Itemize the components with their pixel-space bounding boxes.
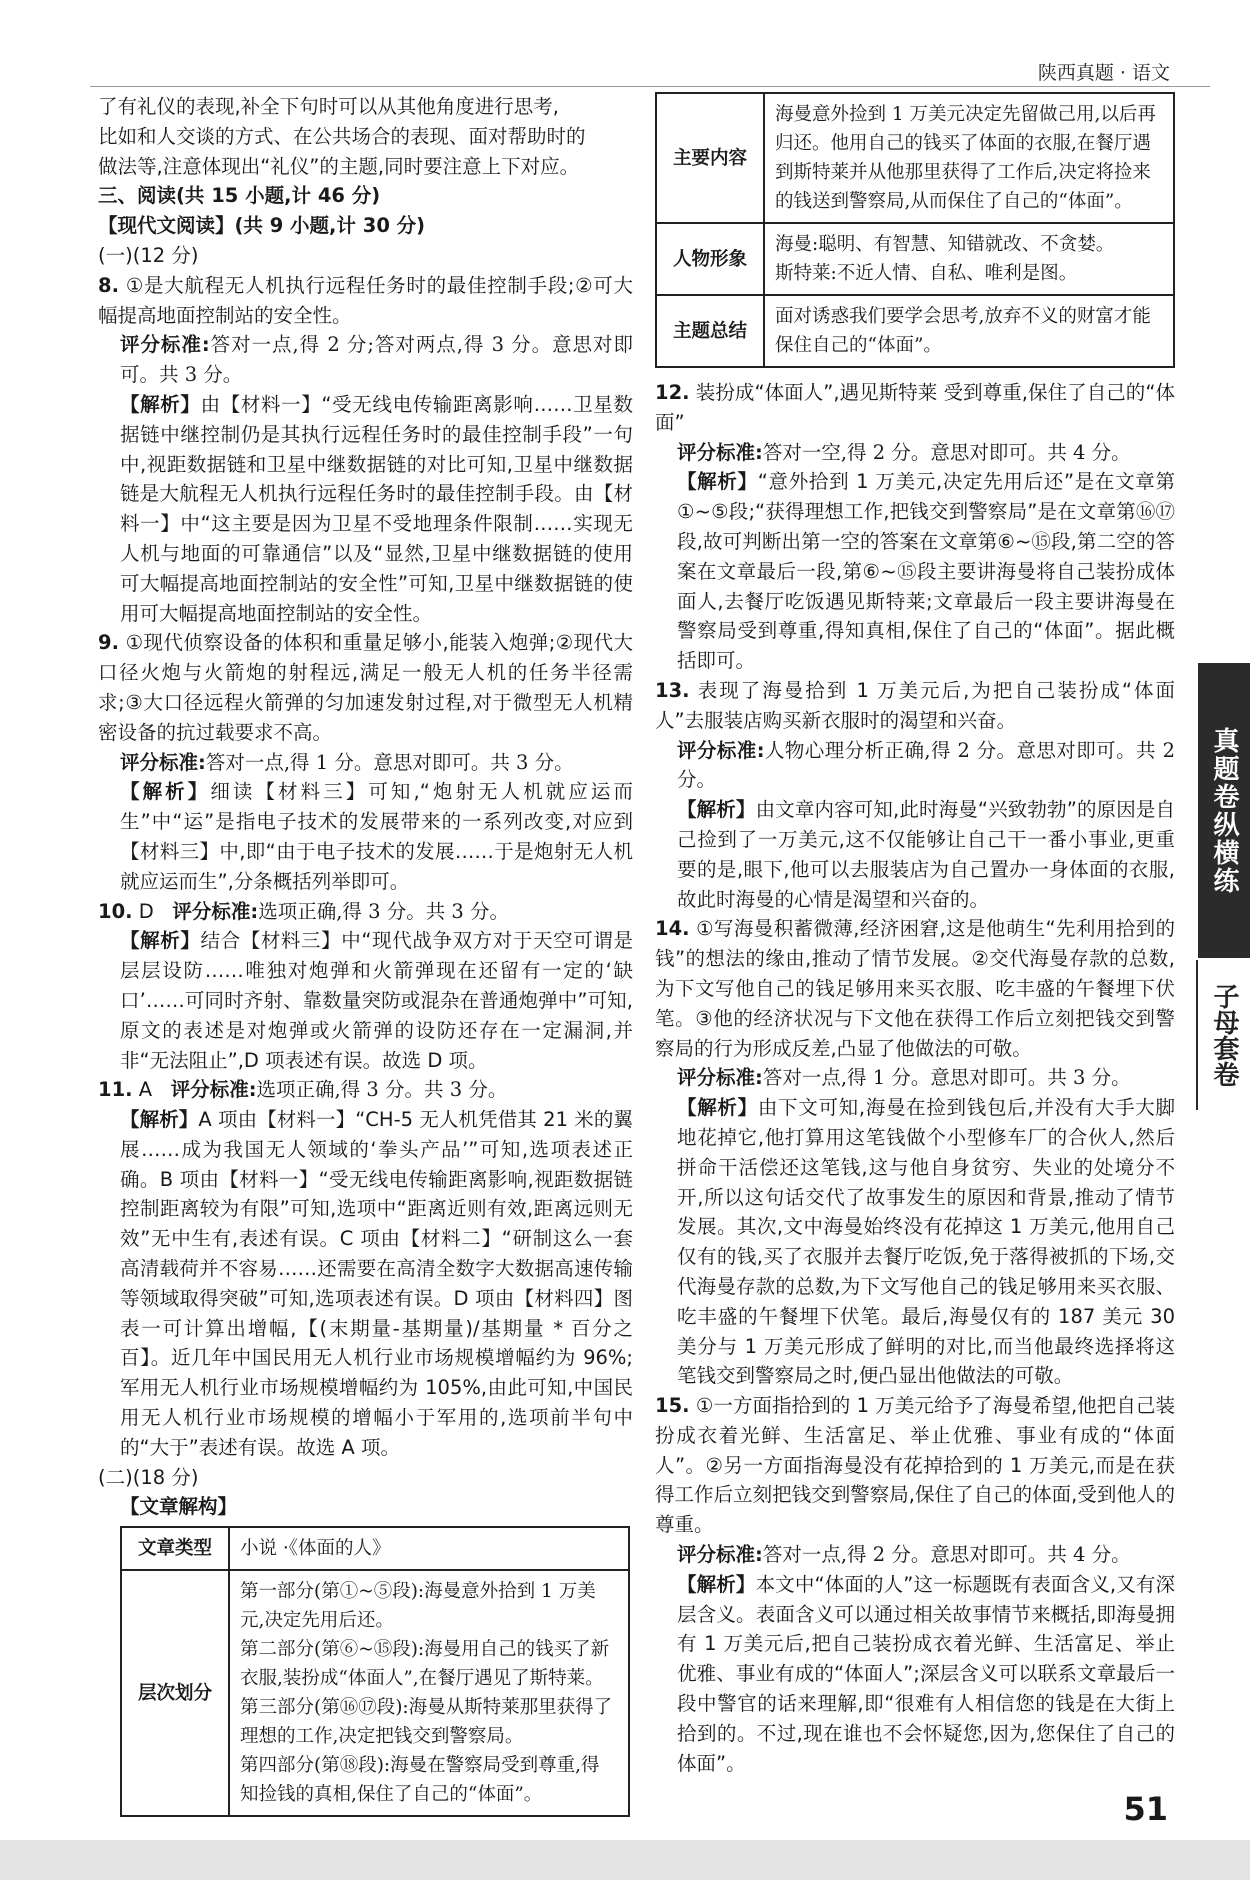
question-10 [98,897,633,1076]
q14-std-label: 评分标准: [677,1066,763,1090]
question-9 [98,628,633,896]
q13-std-label: 评分标准: [677,738,765,762]
q8-analysis-label: 【解析】 [120,392,201,416]
q9-answer: ①现代侦察设备的体积和重量足够小,能装入炮弹;②现代大口径火炮与火箭炮的射程远,满足一般无人机的任务半径需求;③大口径远程火箭弹的匀加速发射过程,对于微型无人机精密设备的抗过载要求不高。 [98,631,634,744]
q11-std: 选项正确,得 3 分。共 3 分。 [256,1078,508,1102]
levels-cell [229,1570,629,1816]
structure-table [120,1526,630,1817]
level-3: 第三部分(第⑯⑰段):海曼从斯特莱那里获得了理想的工作,决定把钱交到警察局。 [240,1697,613,1748]
q8-answer: ①是大航程无人机执行远程任务时的最佳控制手段;②可大幅提高地面控制站的安全性。 [98,273,633,327]
page-number: 51 [1123,1790,1168,1828]
q15-std: 答对一点,得 2 分。意思对即可。共 4 分。 [762,1543,1131,1567]
table-row [656,223,1174,295]
level-1: 第一部分(第①~⑤段):海曼意外拾到 1 万美元,决定先用后还。 [240,1581,596,1632]
q15-analysis: 本文中“体面的人”这一标题既有表面含义,又有深层含义。表面含义可以通过相关故事情节来概括,即海曼拥有 1 万美元后,把自己装扮成衣着光鲜、生活富足、举止优雅、事业有成的“体面人”;深层含义可以联系文章最后一段中警官的话来理解,即“很难有人相信您的钱是在大街上拾到的。不过,现在谁也不会怀疑您,因为,您保住了自己的体面”。 [677,1572,1175,1775]
q10-analysis: 结合【材料三】中“现代战争双方对于天空可谓是层层设防……唯独对炮弹和火箭弹现在还留有一定的‘缺口’……可同时齐射、靠数量突防或混杂在普通炮弹中”可知,原文的表述是对炮弹或火箭弹的设防还存在一定漏洞,并非“无法阻止”,D 项表述有误。故选 D 项。 [120,929,633,1072]
part1-heading: (一)(12 分) [98,243,199,267]
q15-std-label: 评分标准: [677,1543,763,1567]
structure-heading: 【文章解构】 [120,1495,238,1519]
type-label: 文章类型 [121,1527,229,1570]
section-heading: 三、阅读(共 15 小题,计 46 分) [98,184,381,208]
q12-std: 答对一空,得 2 分。意思对即可。共 4 分。 [762,440,1131,464]
q13-analysis-label: 【解析】 [677,798,756,822]
level-2: 第二部分(第⑥~⑮段):海曼用自己的钱买了新衣服,装扮成“体面人”,在餐厅遇见了斯特莱。 [240,1639,610,1690]
q8-number: 8. [98,273,119,297]
q11-analysis: A 项由【材料一】“CH-5 无人机凭借其 21 米的翼展……成为我国无人领域的‘拳头产品’”可知,选项表述正确。B 项由【材料一】“受无线电传输距离影响,视距数据链控制距离较为有限”可知,选项中“距离近则有效,距离远则无效”无中生有,表述有误。C 项由【材料二】“研制这么一套高清载荷并不容易……还需要在高清全数字大数据高速传输等领域取得突破”可知,选项表述有误。D 项由【材料四】图表一可计算出增幅,【(末期量-基期量)/基期量 * 百分之百】。近几年中国民用无人机行业市场规模增幅约为 96%;军用无人机行业市场规模增幅约为 105%,由此可知,中国民用无人机行业市场规模的增幅小于军用的,选项前半句中的“大于”表述有误。故选 A 项。 [120,1108,633,1459]
question-11 [98,1075,633,1462]
header-rule [90,86,1210,87]
question-12 [655,378,1175,676]
question-14 [655,914,1175,1391]
question-15 [655,1391,1175,1778]
q13-std: 人物心理分析正确,得 2 分。意思对即可。共 2 分。 [677,738,1175,792]
side-tab-sub: 子母套卷 [1196,960,1250,1110]
table-row [656,93,1174,223]
levels-label: 层次划分 [121,1570,229,1816]
q10-std: 选项正确,得 3 分。共 3 分。 [258,899,509,923]
character-1: 海曼:聪明、有智慧、知错就改、不贪婪。 [775,234,1115,255]
q15-number: 15. [655,1394,690,1418]
table-row [121,1527,629,1570]
character-label: 人物形象 [656,223,764,295]
character-2: 斯特莱:不近人情、自私、唯利是图。 [775,263,1078,284]
q11-number: 11. [98,1078,133,1102]
part2-heading: (二)(18 分) [98,1465,199,1489]
theme-value: 面对诱惑我们要学会思考,放弃不义的财富才能保住自己的“体面”。 [764,295,1174,367]
content-label: 主要内容 [656,93,764,223]
q12-number: 12. [655,381,690,404]
q9-std: 答对一点,得 1 分。意思对即可。共 3 分。 [205,750,574,774]
level-4: 第四部分(第⑱段):海曼在警察局受到尊重,得知捡钱的真相,保住了自己的“体面”。 [240,1755,600,1806]
q14-std: 答对一点,得 1 分。意思对即可。共 3 分。 [762,1066,1131,1090]
q8-analysis: 由【材料一】“受无线电传输距离影响……卫星数据链中继控制仍是其执行远程任务时的最佳控制手段”一句中,视距数据链和卫星中继数据链的对比可知,卫星中继数据链是大航程无人机执行远程任务时的最佳控制手段。由【材料一】中“这主要是因为卫星不受地理条件限制……实现无人机与地面的可靠通信”以及“显然,卫星中继数据链的使用可大幅提高地面控制站的安全性”可知,卫星中继数据链的使用可大幅提高地面控制站的安全性。 [120,392,633,625]
intro-line-1: 了有礼仪的表现,补全下句时可以从其他角度进行思考, [98,95,559,118]
content-value: 海曼意外捡到 1 万美元决定先留做己用,以后再归还。他用自己的钱买了体面的衣服,在餐厅遇到斯特莱并从他那里获得了工作后,决定将捡来的钱送到警察局,从而保住了自己的“体面”。 [764,93,1174,223]
q10-analysis-label: 【解析】 [120,929,201,953]
question-13 [655,676,1175,914]
q8-std: 答对一点,得 2 分;答对两点,得 3 分。意思对即可。共 3 分。 [120,333,633,387]
theme-label: 主题总结 [656,295,764,367]
q12-analysis-label: 【解析】 [677,470,758,494]
q15-analysis-label: 【解析】 [677,1572,756,1596]
intro-line-2: 比如和人交谈的方式、在公共场合的表现、面对帮助时的 [98,124,586,148]
q11-std-label: 评分标准: [170,1078,257,1102]
q10-number: 10. [98,899,133,923]
table-row [121,1570,629,1816]
summary-table [655,92,1175,368]
q14-number: 14. [655,917,690,941]
left-column [98,92,633,1817]
q12-analysis: “意外拾到 1 万美元,决定先用后还”是在文章第①~⑤段;“获得理想工作,把钱交到警察局”是在文章第⑯⑰段,故可判断出第一空的答案在文章第⑥~⑮段,第二空的答案在文章最后一段,第⑥~⑮段主要讲海曼将自己装扮成体面人,去餐厅吃饭遇见斯特莱;文章最后一段主要讲海曼在警察局受到尊重,得知真相,保住了自己的“体面”。据此概括即可。 [677,470,1175,673]
page-header: 陕西真题 · 语文 [1037,62,1170,84]
q9-analysis: 细读【材料三】可知,“炮射无人机就应运而生”中“运”是指电子技术的发展带来的一系列改变,对应到【材料三】中,即“由于电子技术的发展……于是炮射无人机就应运而生”,分条概括列举即可。 [120,780,633,893]
q13-analysis: 由文章内容可知,此时海曼“兴致勃勃”的原因是自己捡到了一万美元,这不仅能够让自己干一番小事业,更重要的是,眼下,他可以去服装店为自己置办一身体面的衣服,故此时海曼的心情是渴望和兴奋的。 [677,798,1175,911]
q12-answer: 装扮成“体面人”,遇见斯特莱 受到尊重,保住了自己的“体面” [655,381,1175,434]
q9-number: 9. [98,631,119,655]
q14-answer: ①写海曼积蓄微薄,经济困窘,这是他萌生“先利用拾到的钱”的想法的缘由,推动了情节发展。②交代海曼存款的总数,为下文写他自己的钱足够用来买衣服、吃丰盛的午餐埋下伏笔。③他的经济状况与下文他在获得工作后立刻把钱交到警察局的行为形成反差,凸显了他做法的可敬。 [655,917,1175,1060]
q14-analysis: 由下文可知,海曼在捡到钱包后,并没有大手大脚地花掉它,他打算用这笔钱做个小型修车厂的合伙人,然后拼命干活偿还这笔钱,这与他自身贫穷、失业的处境分不开,所以这句话交代了故事发生的原因和背景,推动了情节发展。其次,文中海曼始终没有花掉这 1 万美元,他用自己仅有的钱,买了衣服并去餐厅吃饭,免于落得被抓的下场,交代海曼存款的总数,为下文写他自己的钱足够用来买衣服、吃丰盛的午餐埋下伏笔。最后,海曼仅有的 187 美元 30 美分与 1 万美元形成了鲜明的对比,而当他最终选择将这笔钱交到警察局之时,便凸显出他做法的可敬。 [677,1096,1175,1388]
q10-answer: D [138,899,154,923]
q13-number: 13. [655,678,690,702]
q9-analysis-label: 【解析】 [120,780,211,804]
character-value [764,223,1174,295]
bottom-bar [0,1840,1250,1880]
q15-answer: ①一方面指拾到的 1 万美元给予了海曼希望,他把自己装扮成衣着光鲜、生活富足、举止优雅、事业有成的“体面人”。②另一方面指海曼没有花掉拾到的 1 万美元,而是在获得工作后立刻把钱交到警察局,保住了自己的体面,受到他人的尊重。 [655,1394,1176,1537]
right-column [655,92,1175,1778]
q14-analysis-label: 【解析】 [677,1096,758,1120]
table-row [656,295,1174,367]
type-value: 小说 ·《体面的人》 [229,1527,629,1570]
q11-analysis-label: 【解析】 [120,1108,199,1132]
q13-answer: 表现了海曼拾到 1 万美元后,为把自己装扮成“体面人”去服装店购买新衣服时的渴望和兴奋。 [655,678,1176,732]
q10-std-label: 评分标准: [172,899,259,923]
question-8 [98,271,633,629]
q8-std-label: 评分标准: [120,333,210,357]
q9-std-label: 评分标准: [120,750,206,774]
q11-answer: A [138,1078,153,1102]
intro-line-3: 做法等,注意体现出“礼仪”的主题,同时要注意上下对应。 [98,154,580,178]
side-tab-main: 真题卷纵横练 [1198,663,1250,958]
q12-std-label: 评分标准: [677,440,763,464]
modern-reading-heading: 【现代文阅读】(共 9 小题,计 30 分) [98,214,426,238]
